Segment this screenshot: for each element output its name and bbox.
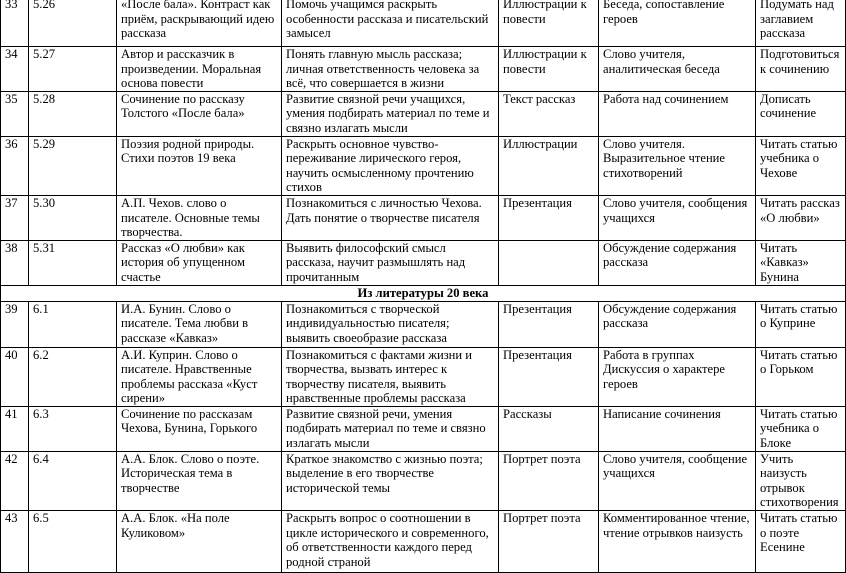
lesson-code-cell: 6.5	[29, 511, 117, 573]
materials-cell: Портрет поэта	[499, 511, 599, 573]
table-row	[1, 451, 846, 510]
homework-cell: Читать статью учебника о Блоке	[756, 406, 846, 451]
rows-after-section	[1, 301, 846, 573]
goal-cell: Познакомиться с фактами жизни и творчества, вызвать интерес к творчеству писателя, выявить нравственные проблемы рассказа	[282, 347, 499, 406]
table-row	[1, 511, 846, 573]
materials-cell: Презентация	[499, 301, 599, 347]
goal-cell: Познакомиться с творческой индивидуальностью писателя; выявить своеобразие рассказа	[282, 301, 499, 347]
materials-cell: Иллюстрации	[499, 136, 599, 195]
lesson-number-cell: 39	[1, 301, 29, 347]
homework-cell: Читать статью о поэте Есенине	[756, 511, 846, 573]
topic-cell: Сочинение по рассказам Чехова, Бунина, Горького	[117, 406, 282, 451]
lesson-number-cell: 41	[1, 406, 29, 451]
activity-cell: Слово учителя. Выразительное чтение стихотворений	[599, 136, 756, 195]
lesson-number-cell: 35	[1, 91, 29, 136]
table-row	[1, 240, 846, 285]
materials-cell: Иллюстрации к повести	[499, 0, 599, 47]
activity-cell: Обсуждение содержания рассказа	[599, 240, 756, 285]
goal-cell: Выявить философский смысл рассказа, научит размышлять над прочитанным	[282, 240, 499, 285]
lesson-code-cell: 5.31	[29, 240, 117, 285]
homework-cell: Читать статью о Горьком	[756, 347, 846, 406]
materials-cell: Презентация	[499, 347, 599, 406]
topic-cell: Поэзия родной природы. Стихи поэтов 19 века	[117, 136, 282, 195]
activity-cell: Беседа, сопоставление героев	[599, 0, 756, 47]
topic-cell: «После бала». Контраст как приём, раскрывающий идею рассказа	[117, 0, 282, 47]
table-row	[1, 91, 846, 136]
lesson-number-cell: 38	[1, 240, 29, 285]
activity-cell: Работа над сочинением	[599, 91, 756, 136]
lesson-number-cell: 43	[1, 511, 29, 573]
topic-cell: А.А. Блок. «На поле Куликовом»	[117, 511, 282, 573]
lesson-number-cell: 42	[1, 451, 29, 510]
materials-cell: Текст рассказ	[499, 91, 599, 136]
lesson-code-cell: 6.4	[29, 451, 117, 510]
goal-cell: Раскрыть вопрос о соотношении в цикле исторического и современного, об ответственности каждого перед родной страной	[282, 511, 499, 573]
goal-cell: Развитие связной речи, умения подбирать материал по теме и связно излагать мысли	[282, 406, 499, 451]
goal-cell: Краткое знакомство с жизнью поэта; выделение в его творчестве исторической темы	[282, 451, 499, 510]
homework-cell: Читать «Кавказ» Бунина	[756, 240, 846, 285]
lesson-code-cell: 5.30	[29, 195, 117, 240]
goal-cell: Познакомиться с личностью Чехова. Дать понятие о творчестве писателя	[282, 195, 499, 240]
homework-cell: Дописать сочинение	[756, 91, 846, 136]
goal-cell: Понять главную мысль рассказа; личная ответственность человека за всё, что совершается в жизни	[282, 47, 499, 92]
topic-cell: А.П. Чехов. слово о писателе. Основные темы творчества.	[117, 195, 282, 240]
topic-cell: А.И. Куприн. Слово о писателе. Нравственные проблемы рассказа «Куст сирени»	[117, 347, 282, 406]
lesson-number-cell: 33	[1, 0, 29, 47]
homework-cell: Читать статью о Куприне	[756, 301, 846, 347]
table-row	[1, 0, 846, 47]
lesson-code-cell: 5.26	[29, 0, 117, 47]
materials-cell: Портрет поэта	[499, 451, 599, 510]
table-row	[1, 136, 846, 195]
homework-cell: Читать статью учебника о Чехове	[756, 136, 846, 195]
materials-cell: Презентация	[499, 195, 599, 240]
materials-cell	[499, 240, 599, 285]
lesson-code-cell: 5.27	[29, 47, 117, 92]
goal-cell: Помочь учащимся раскрыть особенности рассказа и писательский замысел	[282, 0, 499, 47]
lesson-code-cell: 6.3	[29, 406, 117, 451]
materials-cell: Иллюстрации к повести	[499, 47, 599, 92]
section-header	[1, 285, 846, 301]
table-row	[1, 301, 846, 347]
activity-cell: Слово учителя, сообщение учащихся	[599, 451, 756, 510]
lesson-code-cell: 6.2	[29, 347, 117, 406]
activity-cell: Обсуждение содержания рассказа	[599, 301, 756, 347]
activity-cell: Работа в группах Дискуссия о характере героев	[599, 347, 756, 406]
goal-cell: Раскрыть основное чувство-переживание лирического героя, научить осмысленному прочтению стихов	[282, 136, 499, 195]
activity-cell: Написание сочинения	[599, 406, 756, 451]
section-title: Из литературы 20 века	[1, 285, 846, 301]
topic-cell: Сочинение по рассказу Толстого «После бала»	[117, 91, 282, 136]
table-row	[1, 47, 846, 92]
table-row	[1, 406, 846, 451]
goal-cell: Развитие связной речи учащихся, умения подбирать материал по теме и связно излагать мысли	[282, 91, 499, 136]
activity-cell: Слово учителя, аналитическая беседа	[599, 47, 756, 92]
lesson-code-cell: 6.1	[29, 301, 117, 347]
lesson-number-cell: 34	[1, 47, 29, 92]
topic-cell: И.А. Бунин. Слово о писателе. Тема любви в рассказе «Кавказ»	[117, 301, 282, 347]
lesson-number-cell: 37	[1, 195, 29, 240]
activity-cell: Слово учителя, сообщения учащихся	[599, 195, 756, 240]
homework-cell: Читать рассказ «О любви»	[756, 195, 846, 240]
topic-cell: А.А. Блок. Слово о поэте. Историческая тема в творчестве	[117, 451, 282, 510]
lesson-code-cell: 5.29	[29, 136, 117, 195]
materials-cell: Рассказы	[499, 406, 599, 451]
activity-cell: Комментированное чтение, чтение отрывков наизусть	[599, 511, 756, 573]
homework-cell: Учить наизусть отрывок стихотворения	[756, 451, 846, 510]
rows-before-section	[1, 0, 846, 285]
homework-cell: Подготовиться к сочинению	[756, 47, 846, 92]
lesson-code-cell: 5.28	[29, 91, 117, 136]
topic-cell: Автор и рассказчик в произведении. Моральная основа повести	[117, 47, 282, 92]
table-row	[1, 347, 846, 406]
lesson-number-cell: 36	[1, 136, 29, 195]
table-row	[1, 195, 846, 240]
lesson-number-cell: 40	[1, 347, 29, 406]
homework-cell: Подумать над заглавием рассказа	[756, 0, 846, 47]
topic-cell: Рассказ «О любви» как история об упущенном счастье	[117, 240, 282, 285]
